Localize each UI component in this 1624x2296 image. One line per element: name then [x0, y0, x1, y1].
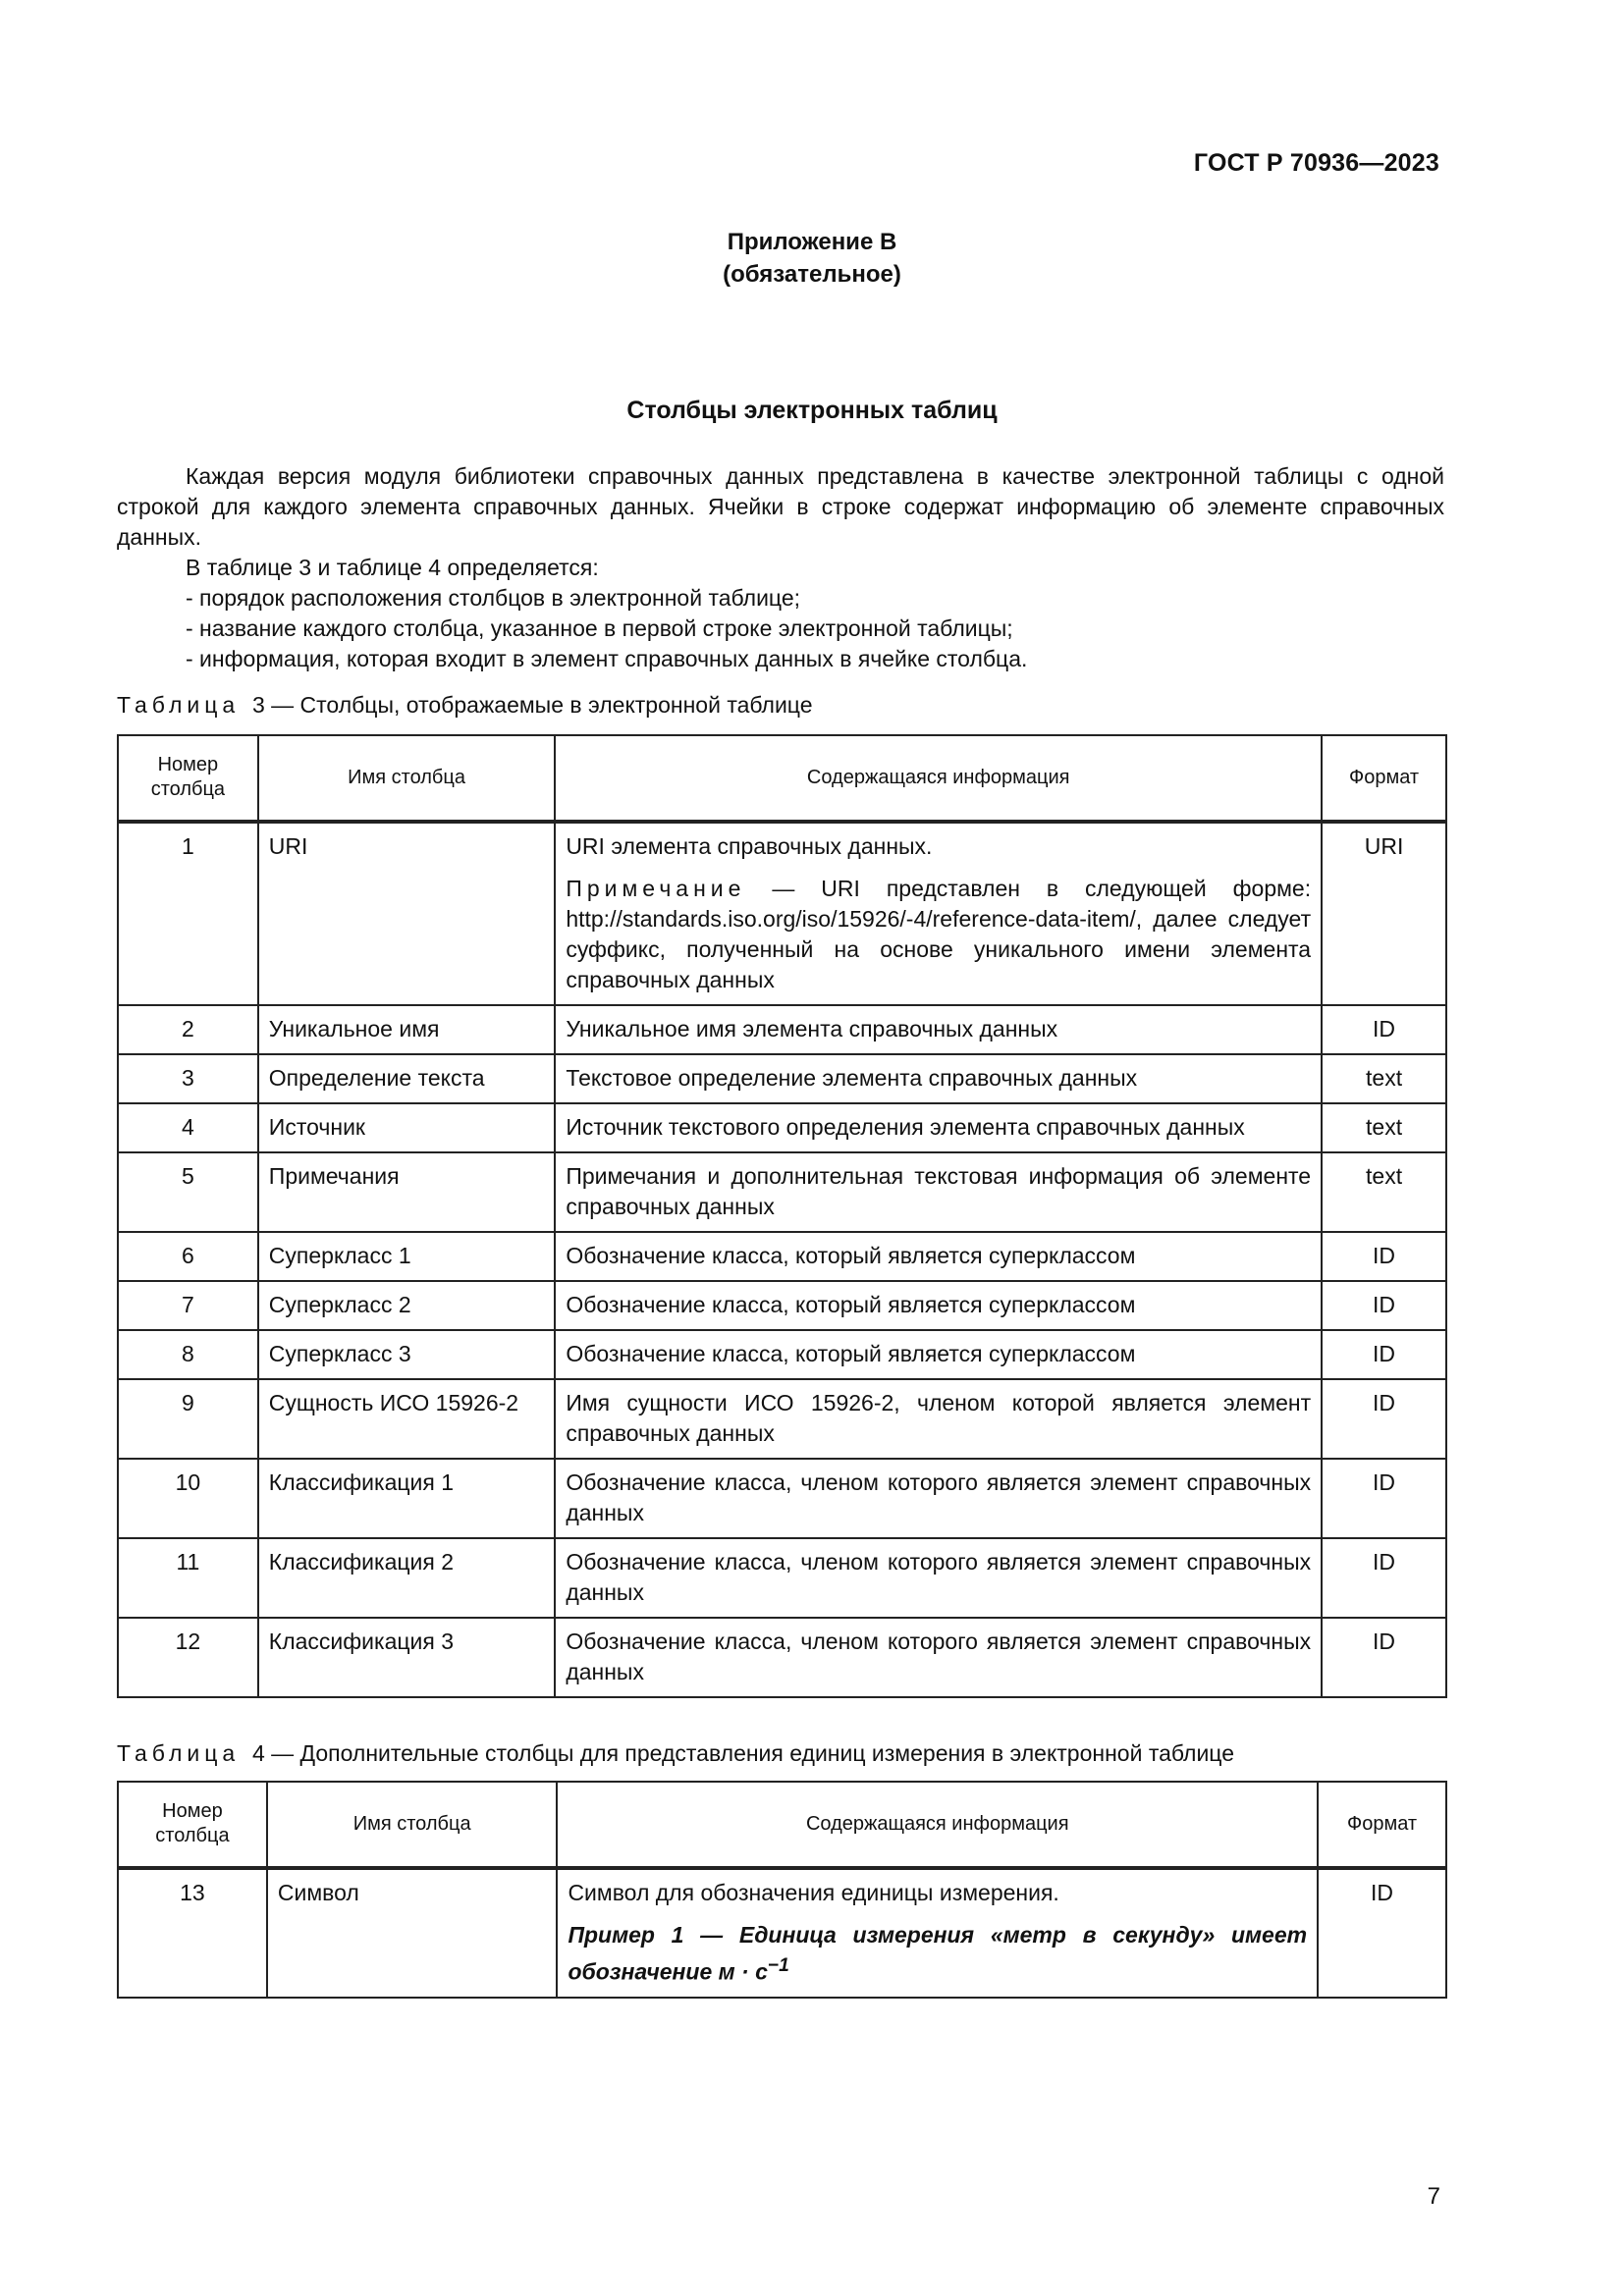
cell-info: Обозначение класса, который является суперклассом	[555, 1281, 1322, 1330]
cell-number: 9	[118, 1379, 258, 1459]
cell-info: Примечания и дополнительная текстовая информация об элементе справочных данных	[555, 1152, 1322, 1232]
cell-info	[557, 1868, 1318, 1998]
cell-number: 11	[118, 1538, 258, 1618]
example-superscript: −1	[767, 1955, 789, 1976]
intro-paragraph: Каждая версия модуля библиотеки справочных данных представлена в качестве электронной таблицы с одной строкой для каждого элемента справочных данных. Ячейки в строке содержат информацию об элементе справочных данных.	[117, 463, 1444, 550]
col-header-name: Имя столбца	[258, 735, 556, 822]
cell-number: 7	[118, 1281, 258, 1330]
table-row	[118, 1005, 1446, 1054]
cell-name: Классификация 1	[258, 1459, 556, 1538]
cell-number: 1	[118, 822, 258, 1005]
table-row	[118, 1538, 1446, 1618]
cell-example	[568, 1920, 1307, 1988]
cell-format: ID	[1322, 1005, 1446, 1054]
cell-format: ID	[1322, 1232, 1446, 1281]
cell-info-text: Символ для обозначения единицы измерения.	[568, 1880, 1059, 1905]
table3-caption-text: 3 — Столбцы, отображаемые в электронной таблице	[251, 692, 813, 718]
cell-name: URI	[258, 822, 556, 1005]
cell-note	[566, 874, 1311, 995]
cell-format: ID	[1322, 1618, 1446, 1697]
cell-number: 10	[118, 1459, 258, 1538]
col-header-format: Формат	[1322, 735, 1446, 822]
cell-info-text: URI элемента справочных данных.	[566, 833, 933, 859]
page-number: 7	[1427, 2183, 1440, 2210]
cell-info: Источник текстового определения элемента справочных данных	[555, 1103, 1322, 1152]
cell-info: Обозначение класса, членом которого является элемент справочных данных	[555, 1459, 1322, 1538]
standard-id: ГОСТ Р 70936—2023	[1193, 149, 1439, 177]
cell-format: ID	[1322, 1330, 1446, 1379]
table-4	[117, 1781, 1447, 1999]
cell-name: Примечания	[258, 1152, 556, 1232]
cell-name: Символ	[267, 1868, 558, 1998]
cell-name: Суперкласс 2	[258, 1281, 556, 1330]
cell-format: text	[1322, 1152, 1446, 1232]
cell-format: ID	[1318, 1868, 1446, 1998]
col-header-info: Содержащаяся информация	[555, 735, 1322, 822]
cell-info: Обозначение класса, который является суперклассом	[555, 1330, 1322, 1379]
table-row	[118, 1868, 1446, 1998]
cell-info: Обозначение класса, членом которого является элемент справочных данных	[555, 1538, 1322, 1618]
cell-info: Обозначение класса, который является суперклассом	[555, 1232, 1322, 1281]
col-header-info: Содержащаяся информация	[557, 1782, 1318, 1868]
intro-bullet: - порядок расположения столбцов в электронной таблице;	[186, 585, 801, 611]
cell-format: ID	[1322, 1281, 1446, 1330]
cell-info: Уникальное имя элемента справочных данных	[555, 1005, 1322, 1054]
cell-info: Обозначение класса, членом которого является элемент справочных данных	[555, 1618, 1322, 1697]
col-header-name: Имя столбца	[267, 1782, 558, 1868]
cell-format: ID	[1322, 1379, 1446, 1459]
annex-heading	[0, 226, 1624, 291]
col-header-format: Формат	[1318, 1782, 1446, 1868]
cell-name: Уникальное имя	[258, 1005, 556, 1054]
table-row	[118, 1281, 1446, 1330]
cell-number: 2	[118, 1005, 258, 1054]
cell-name: Сущность ИСО 15926-2	[258, 1379, 556, 1459]
intro-bullet: - информация, которая входит в элемент справочных данных в ячейке столбца.	[186, 646, 1028, 671]
section-title: Столбцы электронных таблиц	[626, 397, 998, 424]
cell-number: 6	[118, 1232, 258, 1281]
table-row	[118, 822, 1446, 1005]
cell-name: Классификация 2	[258, 1538, 556, 1618]
table4-caption-text: 4 — Дополнительные столбцы для представления единиц измерения в электронной таблице	[251, 1740, 1234, 1766]
cell-name: Суперкласс 3	[258, 1330, 556, 1379]
cell-info	[555, 822, 1322, 1005]
cell-number: 12	[118, 1618, 258, 1697]
table4-caption-label: Таблица	[117, 1740, 241, 1766]
note-text: — URI представлен в следующей форме: http://standards.iso.org/iso/15926/-4/reference-data-item/, далее следует суффикс, полученный на основе уникального имени элемента справочных данных	[566, 876, 1312, 992]
cell-format: ID	[1322, 1459, 1446, 1538]
table4-caption	[117, 1740, 1234, 1767]
cell-info: Имя сущности ИСО 15926-2, членом которой является элемент справочных данных	[555, 1379, 1322, 1459]
cell-name: Определение текста	[258, 1054, 556, 1103]
table-row	[118, 1618, 1446, 1697]
example-text: Пример 1 — Единица измерения «метр в секунду» имеет обозначение м · с	[568, 1922, 1308, 1985]
table3-caption-label: Таблица	[117, 692, 241, 718]
cell-format: ID	[1322, 1538, 1446, 1618]
cell-number: 5	[118, 1152, 258, 1232]
cell-name: Суперкласс 1	[258, 1232, 556, 1281]
cell-format: text	[1322, 1103, 1446, 1152]
cell-info: Текстовое определение элемента справочных данных	[555, 1054, 1322, 1103]
table3-caption	[117, 692, 813, 719]
col-header-number: Номер столбца	[118, 1782, 267, 1868]
cell-name: Классификация 3	[258, 1618, 556, 1697]
note-label: Примечание	[566, 876, 746, 901]
table-row	[118, 1054, 1446, 1103]
intro-bullet: - название каждого столбца, указанное в первой строке электронной таблицы;	[186, 615, 1013, 641]
table-row	[118, 1379, 1446, 1459]
table-row	[118, 1152, 1446, 1232]
table-row	[118, 1103, 1446, 1152]
cell-number: 3	[118, 1054, 258, 1103]
cell-number: 13	[118, 1868, 267, 1998]
cell-format: text	[1322, 1054, 1446, 1103]
table-row	[118, 1459, 1446, 1538]
intro-lead: В таблице 3 и таблице 4 определяется:	[186, 555, 599, 580]
table-3	[117, 734, 1447, 1698]
table-row	[118, 1232, 1446, 1281]
cell-format: URI	[1322, 822, 1446, 1005]
cell-name: Источник	[258, 1103, 556, 1152]
col-header-number: Номер столбца	[118, 735, 258, 822]
cell-number: 4	[118, 1103, 258, 1152]
cell-number: 8	[118, 1330, 258, 1379]
annex-title: Приложение В	[727, 229, 897, 255]
annex-status: (обязательное)	[723, 261, 901, 288]
table-row	[118, 1330, 1446, 1379]
intro-text	[117, 461, 1444, 674]
